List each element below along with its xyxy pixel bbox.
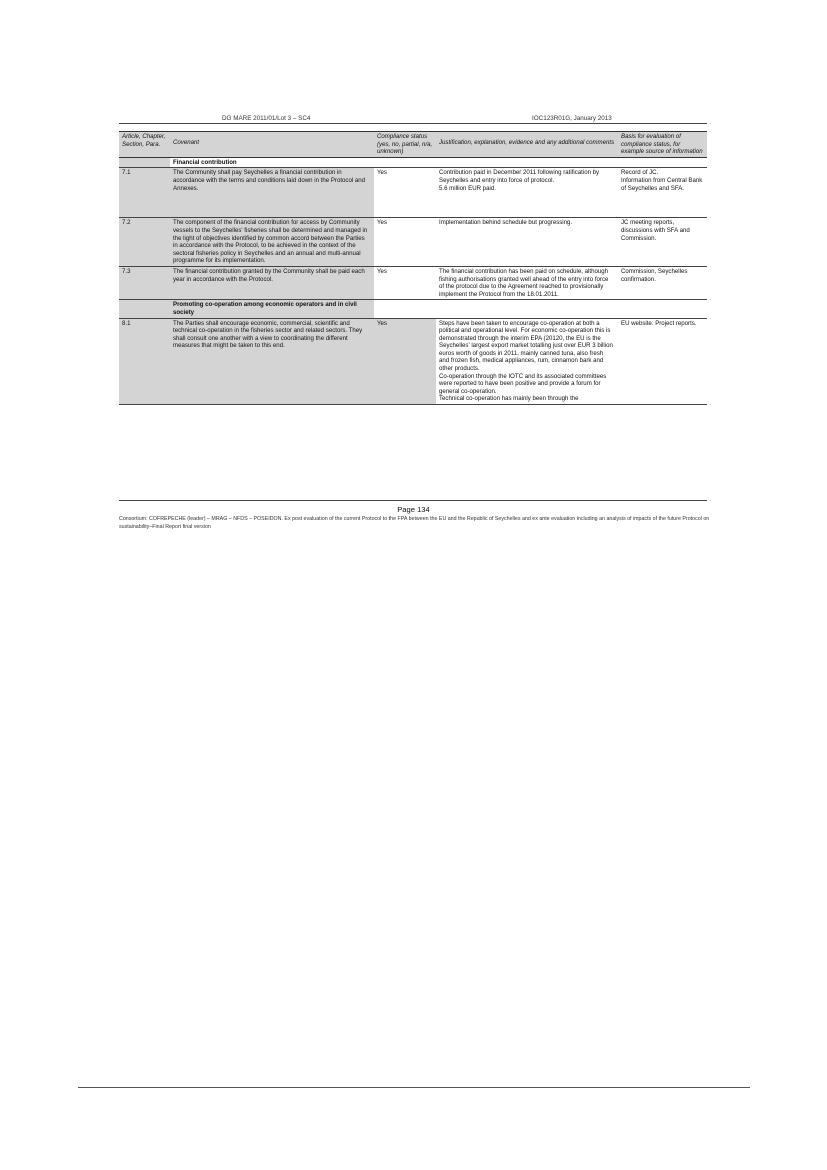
column-header-article: Article, Chapter, Section, Para. bbox=[119, 132, 170, 158]
status-cell: Yes bbox=[374, 218, 436, 267]
section-title: Financial contribution bbox=[170, 157, 374, 168]
running-header-right: IOC123R01G, January 2013 bbox=[532, 115, 612, 122]
justification-cell: The financial contribution has been paid on schedule, although fishing authorisations granted well ahead of the entry into force of the protocol due to the Agreement reached to provisionally implement the Protocol from the 18.01.2011. bbox=[436, 266, 618, 299]
footer-rule bbox=[119, 500, 707, 501]
covenant-compliance-table bbox=[119, 131, 707, 405]
article-cell: 7.1 bbox=[119, 168, 170, 218]
section-row-promoting-co-operation bbox=[119, 300, 707, 318]
covenant-cell: The component of the financial contribution for access by Community vessels to the Seychelles' fisheries shall be determined and managed in the light of objectives identified by common accord between the Parties in accordance with the Protocol, to be achieved in the context of the sectoral fisheries policy in Seychelles and an annual and multi-annual programme for its implementation. bbox=[170, 218, 374, 267]
status-cell: Yes bbox=[374, 168, 436, 218]
column-header-justification: Justification, explanation, evidence and any additional comments bbox=[436, 132, 618, 158]
running-header-left: DG MARE 2011/01/Lot 3 – SC4 bbox=[222, 115, 311, 122]
basis-cell: Commission, Seychelles confirmation. bbox=[618, 266, 707, 299]
covenant-cell: The financial contribution granted by the Community shall be paid each year in accordance with the Protocol. bbox=[170, 266, 374, 299]
article-cell: 8.1 bbox=[119, 318, 170, 405]
table-row bbox=[119, 168, 707, 218]
section-row-financial-contribution bbox=[119, 157, 707, 168]
covenant-cell: The Community shall pay Seychelles a financial contribution in accordance with the terms and conditions laid down in the Protocol and Annexes. bbox=[170, 168, 374, 218]
column-header-covenant: Covenant bbox=[170, 132, 374, 158]
table-row bbox=[119, 218, 707, 267]
status-cell: Yes bbox=[374, 318, 436, 405]
table-row bbox=[119, 318, 707, 405]
article-cell: 7.2 bbox=[119, 218, 170, 267]
covenant-cell: The Parties shall encourage economic, commercial, scientific and technical co-operation in the fisheries sector and related sectors. They shall consult one another with a view to coordinating the different measures that might be taken to this end. bbox=[170, 318, 374, 405]
column-header-compliance-status: Compliance status (yes, no, partial, n/a, unknown) bbox=[374, 132, 436, 158]
page-bottom-rule bbox=[78, 1087, 750, 1088]
consortium-footer: Consortium: COFREPECHE (leader) – MRAG – NFDS – POSEIDON. Ex post evaluation of the current Protocol to the FPA between the EU and the Republic of Seychelles and ex ante evaluation including an analysis of impacts of the future Protocol on sustainability–Final Report final version bbox=[119, 516, 710, 530]
basis-cell: EU website. Project reports. bbox=[618, 318, 707, 405]
section-article-cell bbox=[119, 300, 170, 318]
status-cell: Yes bbox=[374, 266, 436, 299]
header-rule bbox=[119, 123, 707, 124]
basis-cell: Record of JC. Information from Central Bank of Seychelles and SFA. bbox=[618, 168, 707, 218]
justification-cell: Steps have been taken to encourage co-operation at both a political and operational level. For economic co-operation this is demonstrated through the interim EPA (20120, the EU is the Seychelles' largest export market totalling just over EUR 3 billion euros worth of goods in 2011, mainly canned tuna, also fresh and frozen fish, medical appliances, rum, cinnamon bark and other products. Co-operation through the IOTC and its associated committees were reported to have been positive and provide a forum for general co-operation. Technical co-operation has mainly been through the bbox=[436, 318, 618, 405]
column-header-basis: Basis for evaluation of compliance status, for example source of information bbox=[618, 132, 707, 158]
section-article-cell bbox=[119, 157, 170, 168]
table-header-row bbox=[119, 132, 707, 158]
justification-cell: Implementation behind schedule but progressing. bbox=[436, 218, 618, 267]
article-cell: 7.3 bbox=[119, 266, 170, 299]
basis-cell: JC meeting reports, discussions with SFA and Commission. bbox=[618, 218, 707, 267]
table-row bbox=[119, 266, 707, 299]
section-title: Promoting co-operation among economic operators and in civil society bbox=[170, 300, 374, 318]
justification-cell: Contribution paid in December 2011 following ratification by Seychelles and entry into force of protocol. 5.6 million EUR paid. bbox=[436, 168, 618, 218]
page-number: Page 134 bbox=[397, 505, 430, 514]
